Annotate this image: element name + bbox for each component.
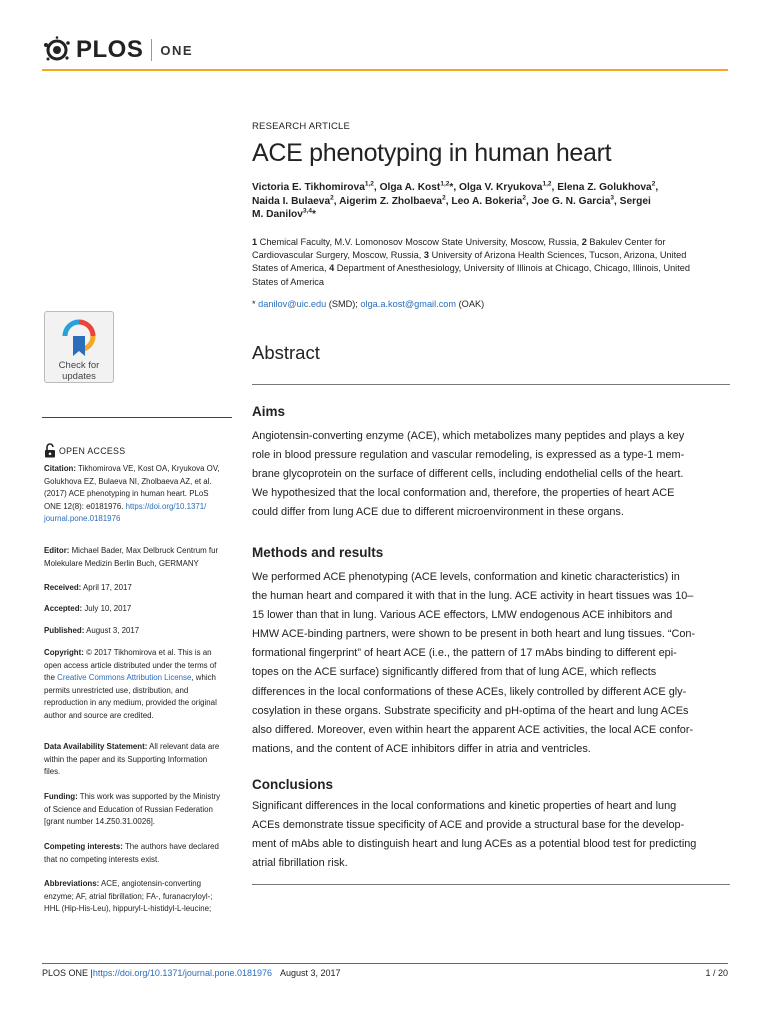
article-title: ACE phenotyping in human heart bbox=[252, 139, 612, 167]
text-line: cosylation in these organs. Substrate specificity and pH-optima of the heart and lung ACEs bbox=[252, 704, 689, 717]
published-date: August 3, 2017 bbox=[84, 626, 140, 635]
text-line: topes on the ACE surface) significantly differed from that of lung ACE, which reflects bbox=[252, 666, 657, 679]
copyright-label: Copyright: bbox=[44, 648, 84, 657]
author-sep: , bbox=[614, 195, 620, 207]
text-line bbox=[44, 672, 234, 685]
author-sep: , bbox=[333, 195, 340, 207]
editor-label: Editor: bbox=[44, 546, 70, 555]
affil-text: States of America, bbox=[252, 263, 330, 274]
plos-logo-icon bbox=[42, 35, 72, 65]
affil-number: 3 bbox=[423, 250, 430, 261]
affil-line bbox=[252, 276, 730, 289]
funding-block bbox=[44, 791, 234, 829]
text-line: We performed ACE phenotyping (ACE levels, conformation and kinetic characteristics) in bbox=[252, 571, 680, 583]
author-name[interactable]: Elena Z. Golukhova bbox=[557, 182, 652, 193]
affil-line bbox=[252, 262, 730, 275]
text-line: also differed. Moreover, even within heart the apparent ACE activities, the local ACE confor- bbox=[252, 723, 694, 736]
affil-text: Chemical Faculty, M.V. Lomonosov Moscow State University, Moscow, Russia, bbox=[257, 237, 582, 247]
methods-heading: Methods and results bbox=[252, 545, 384, 560]
text-line: atrial fibrillation risk. bbox=[252, 857, 348, 870]
text-line bbox=[44, 791, 234, 804]
conclusions-paragraph bbox=[252, 797, 728, 873]
author-name[interactable]: Naida I. Bulaeva bbox=[252, 195, 331, 207]
text-line: [grant number 14.Z50.31.0026]. bbox=[44, 817, 155, 827]
text-line: Angiotensin-converting enzyme (ACE), which metabolizes many peptides and plays a key bbox=[252, 430, 685, 442]
affil-text: States of America bbox=[252, 276, 325, 287]
check-for-updates-label bbox=[59, 360, 100, 382]
affil-text: Department of Anesthesiology, University of Illinois at Chicago, Chicago, Illinois, United bbox=[334, 263, 690, 274]
text-line bbox=[44, 463, 234, 476]
author-name[interactable]: Victoria E. Tikhomirova bbox=[252, 182, 365, 193]
text-line: role in blood pressure regulation and vascular remodeling, is expressed as a type-1 mem- bbox=[252, 449, 685, 462]
footer-date: August 3, 2017 bbox=[280, 968, 341, 978]
text-line: within the paper and its Supporting Information bbox=[44, 754, 208, 764]
text-line: enzyme; AF, atrial fibrillation; FA-, furanacryloyl-; bbox=[44, 891, 213, 901]
cc-license-link[interactable]: Creative Commons Attribution License bbox=[57, 673, 192, 683]
text-line: ACEs demonstrate tissue specificity of ACE and provide a structural base for the develop- bbox=[252, 819, 685, 832]
article-type: RESEARCH ARTICLE bbox=[252, 121, 351, 132]
affil-text: Bakulev Center for bbox=[586, 237, 666, 247]
text-line: differences in the local conformations of these ACEs, likely controlled by different ACE gly- bbox=[252, 685, 687, 698]
accepted-date: July 10, 2017 bbox=[82, 604, 132, 613]
published-block bbox=[44, 625, 234, 638]
accepted-block bbox=[44, 603, 234, 616]
footer-rule bbox=[42, 963, 728, 964]
author-sep: , bbox=[525, 195, 532, 207]
citation-text: ONE 12(8): e0181976. bbox=[44, 501, 126, 511]
author-affil-sup: 2 bbox=[522, 194, 526, 202]
text-line: files. bbox=[44, 767, 61, 777]
text-line: could differ from lung ACE due to different microenvironment in these organs. bbox=[252, 506, 624, 519]
author-affil-sup: 1,2 bbox=[364, 180, 374, 188]
page-number: 1 / 20 bbox=[705, 968, 728, 978]
author-affil-sup: 2 bbox=[651, 180, 656, 188]
crossmark-icon bbox=[61, 318, 97, 358]
affiliations bbox=[252, 236, 730, 289]
text-line bbox=[44, 841, 234, 854]
abbrev-text: ACE, angiotensin-converting bbox=[99, 879, 202, 888]
text-line: Molekulare Medizin Berlin Buch, GERMANY bbox=[44, 558, 199, 568]
text-line: the human heart and compared it with that in the lung. ACE activity in heart tissues was 10– bbox=[252, 590, 694, 603]
text-line bbox=[44, 582, 234, 595]
text-line bbox=[44, 603, 234, 616]
author-affil-sup: 2 bbox=[330, 194, 334, 202]
data-text: All relevant data are bbox=[147, 742, 220, 751]
text-line: formational fingerprint” of heart ACE (i.e., the pattern of 17 mAbs binding to different epi- bbox=[252, 647, 677, 660]
text-line: brane glycoprotein on the surface of different cells, including endothelial cells of the heart. bbox=[252, 468, 684, 481]
cb-line2: updates bbox=[62, 371, 96, 382]
received-block bbox=[44, 582, 234, 595]
data-label: Data Availability Statement: bbox=[44, 742, 148, 751]
text-line: We hypothesized that the local conformation and, therefore, the properties of heart ACE bbox=[252, 487, 675, 500]
affil-number: 1 bbox=[252, 237, 258, 247]
conclusions-heading: Conclusions bbox=[252, 777, 334, 792]
citation-label: Citation: bbox=[44, 464, 76, 473]
affil-number: 4 bbox=[329, 263, 335, 274]
author-sep: , bbox=[445, 195, 452, 207]
aims-paragraph bbox=[252, 427, 728, 522]
citation-doi-link-cont[interactable]: journal.pone.0181976 bbox=[44, 514, 121, 524]
text-line: ment of mAbs able to distinguish heart and lung ACEs as a potential blood test for predicting bbox=[252, 838, 697, 851]
author-name[interactable]: Leo A. Bokeria bbox=[451, 195, 523, 207]
abbrev-label: Abbreviations: bbox=[44, 879, 100, 888]
author-line-1 bbox=[252, 181, 730, 195]
copyright-text: © 2017 Tikhomirova et al. This is an bbox=[83, 648, 212, 657]
author-sep: , bbox=[373, 182, 380, 193]
plos-wordmark: PLOS bbox=[76, 36, 144, 63]
citation-block bbox=[44, 463, 234, 526]
text-line: of Science and Education of Russian Federation bbox=[44, 804, 213, 814]
journal-one-label: ONE bbox=[160, 42, 194, 58]
competing-interests-block bbox=[44, 841, 234, 866]
author-line-2 bbox=[252, 195, 730, 209]
corresp-star: * bbox=[252, 299, 256, 309]
abstract-bottom-rule bbox=[252, 884, 730, 885]
aims-heading: Aims bbox=[252, 404, 286, 419]
received-date: April 17, 2017 bbox=[81, 583, 132, 592]
corresp-tag: (OAK) bbox=[456, 299, 485, 309]
text-line: Significant differences in the local conformations and kinetic properties of heart and lung bbox=[252, 800, 677, 812]
text-line: Golukhova EZ, Bulaeva NI, Zholbaeva AZ, et al. bbox=[44, 476, 212, 486]
text-line bbox=[44, 878, 234, 891]
author-sep: , bbox=[655, 182, 659, 193]
author-name[interactable]: Olga A. Kost bbox=[379, 182, 441, 193]
author-affil-sup: 1,2 bbox=[440, 180, 450, 188]
author-name-part[interactable]: Sergei bbox=[619, 195, 651, 207]
text-line: reproduction in any medium, provided the original bbox=[44, 698, 217, 708]
author-sep: * bbox=[312, 209, 316, 220]
copyright-block bbox=[44, 647, 234, 723]
abbreviations-block bbox=[44, 878, 234, 916]
affil-text: University of Arizona Health Sciences, Tucson, Arizona, United bbox=[429, 250, 687, 261]
correspondence bbox=[252, 299, 730, 309]
copyright-text: the bbox=[44, 673, 58, 683]
affil-line bbox=[252, 249, 730, 262]
citation-text: Tikhomirova VE, Kost OA, Kryukova OV, bbox=[76, 464, 220, 473]
author-affil-sup: 3 bbox=[610, 194, 614, 202]
data-availability-block bbox=[44, 741, 234, 779]
funding-text: This work was supported by the Ministry bbox=[77, 792, 221, 801]
email-link-danilov[interactable]: danilov@uic.edu bbox=[258, 299, 327, 309]
editor-block bbox=[44, 545, 234, 570]
author-sep: *, bbox=[449, 182, 460, 193]
sidebar-top-rule bbox=[42, 417, 232, 418]
affil-text: Cardiovascular Surgery, Moscow, Russia, bbox=[252, 250, 424, 261]
email-link-kost[interactable]: olga.a.kost@gmail.com bbox=[360, 299, 457, 309]
author-sep: , bbox=[551, 182, 558, 193]
author-line-3 bbox=[252, 208, 730, 222]
received-label: Received: bbox=[44, 583, 82, 592]
affil-line bbox=[252, 236, 730, 249]
published-label: Published: bbox=[44, 626, 85, 635]
footer-journal: PLOS ONE | bbox=[42, 968, 93, 978]
competing-text: The authors have declared bbox=[122, 842, 219, 851]
logo-separator bbox=[151, 39, 152, 61]
open-lock-icon bbox=[44, 443, 56, 458]
copyright-text: , which bbox=[191, 673, 216, 683]
abstract-heading: Abstract bbox=[252, 342, 320, 363]
cb-line1: Check for bbox=[58, 360, 100, 371]
funding-label: Funding: bbox=[44, 792, 78, 801]
text-line: open access article distributed under the terms of bbox=[44, 660, 217, 670]
footer-doi-link[interactable]: https://doi.org/10.1371/journal.pone.0181976 bbox=[92, 968, 273, 978]
affil-number: 2 bbox=[581, 237, 587, 247]
corresp-tag: (SMD); bbox=[326, 299, 361, 309]
text-line: HHL (Hip-His-Leu), hippuryl-L-histidyl-L-leucine; bbox=[44, 904, 212, 914]
text-line: that no competing interests exist. bbox=[44, 854, 160, 864]
text-line: mations, and the content of ACE inhibitors differ in atria and ventricles. bbox=[252, 742, 591, 755]
author-affil-sup: 1,2 bbox=[542, 180, 552, 188]
text-line bbox=[44, 501, 234, 514]
text-line: (2017) ACE phenotyping in human heart. PLoS bbox=[44, 489, 209, 499]
text-line: 15 lower than that in lung. Various ACE effectors, LMW endogenous ACE inhibitors and bbox=[252, 609, 673, 622]
competing-label: Competing interests: bbox=[44, 842, 123, 851]
page-footer bbox=[42, 968, 728, 978]
author-list bbox=[252, 181, 730, 222]
text-line: HMW ACE-binding partners, were shown to be present in both heart and lung tissues. “Con- bbox=[252, 628, 696, 641]
text-line: author and source are credited. bbox=[44, 710, 154, 720]
text-line bbox=[44, 625, 234, 638]
abstract-top-rule bbox=[252, 384, 730, 385]
journal-header bbox=[42, 30, 193, 70]
header-rule bbox=[42, 69, 728, 71]
open-access-label: OPEN ACCESS bbox=[59, 445, 126, 456]
author-affil-sup: 3,4 bbox=[302, 207, 312, 215]
author-name[interactable]: Aigerim Z. Zholbaeva bbox=[339, 195, 443, 207]
citation-doi-link[interactable]: https://doi.org/10.1371/ bbox=[125, 501, 207, 511]
open-access-badge bbox=[44, 443, 125, 458]
text-line bbox=[44, 647, 234, 660]
text-line: permits unrestricted use, distribution, and bbox=[44, 685, 189, 695]
accepted-label: Accepted: bbox=[44, 604, 83, 613]
editor-text: Michael Bader, Max Delbruck Centrum fur bbox=[69, 546, 219, 555]
author-name[interactable]: Olga V. Kryukova bbox=[459, 182, 543, 193]
author-name-part[interactable]: M. Danilov bbox=[252, 209, 303, 220]
author-name[interactable]: Joe G. N. Garcia bbox=[531, 195, 611, 207]
text-line bbox=[44, 545, 234, 558]
author-affil-sup: 2 bbox=[442, 194, 446, 202]
check-for-updates-button[interactable] bbox=[44, 311, 114, 383]
methods-paragraph bbox=[252, 568, 728, 759]
text-line bbox=[44, 741, 234, 754]
